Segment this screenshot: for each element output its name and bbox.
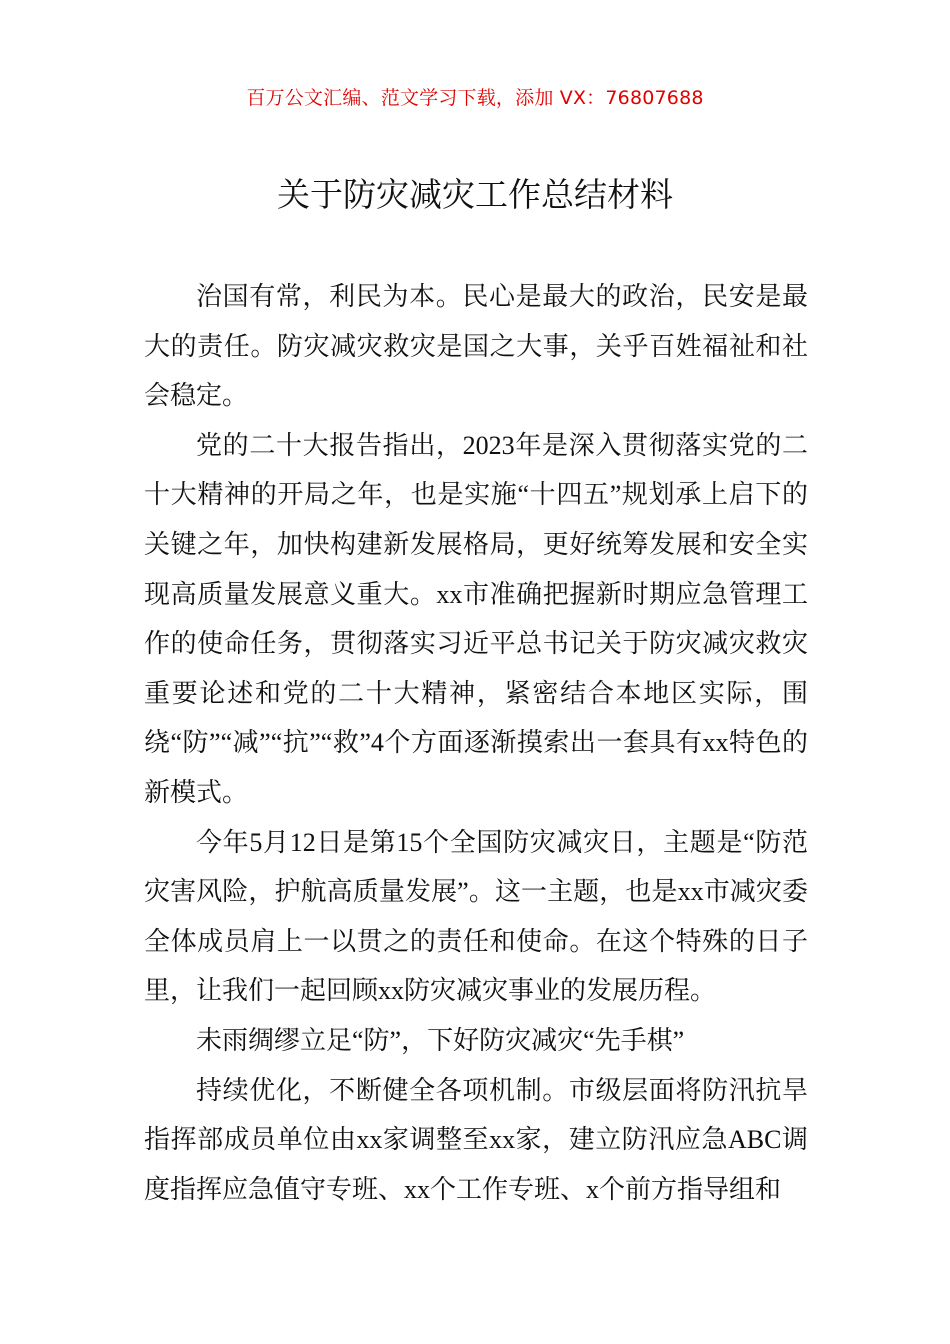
document-body [144, 272, 808, 1214]
document-title: 关于防灾减灾工作总结材料 [277, 175, 673, 214]
header-promo-note: 百万公文汇编、范文学习下载，添加 VX：76807688 [246, 87, 704, 109]
paragraph-report: 党的二十大报告指出，2023年是深入贯彻落实党的二十大精神的开局之年，也是实施“十四五”规划承上启下的关键之年，加快构建新发展格局，更好统筹发展和安全实现高质量发展意义重大。xx市准确把握新时期应急管理工作的使命任务，贯彻落实习近平总书记关于防灾减灾救灾重要论述和党的二十大精神，紧密结合本地区实际，围绕“防”“减”“抗”“救”4个方面逐渐摸索出一套具有xx特色的新模式。 [144, 430, 808, 807]
paragraph-intro: 治国有常，利民为本。民心是最大的政治，民安是最大的责任。防灾减灾救灾是国之大事，关乎百姓福祉和社会稳定。 [144, 282, 808, 411]
section-heading-prevention: 未雨绸缪立足“防”，下好防灾减灾“先手棋” [196, 1025, 685, 1055]
paragraph-mechanisms: 持续优化，不断健全各项机制。市级层面将防汛抗旱指挥部成员单位由xx家调整至xx家，建立防汛应急ABC调度指挥应急值守专班、xx个工作专班、x个前方指导组和 [144, 1075, 808, 1204]
paragraph-disaster-day: 今年5月12日是第15个全国防灾减灾日，主题是“防范灾害风险，护航高质量发展”。这一主题，也是xx市减灾委全体成员肩上一以贯之的责任和使命。在这个特殊的日子里，让我们一起回顾xx防灾减灾事业的发展历程。 [144, 827, 808, 1006]
